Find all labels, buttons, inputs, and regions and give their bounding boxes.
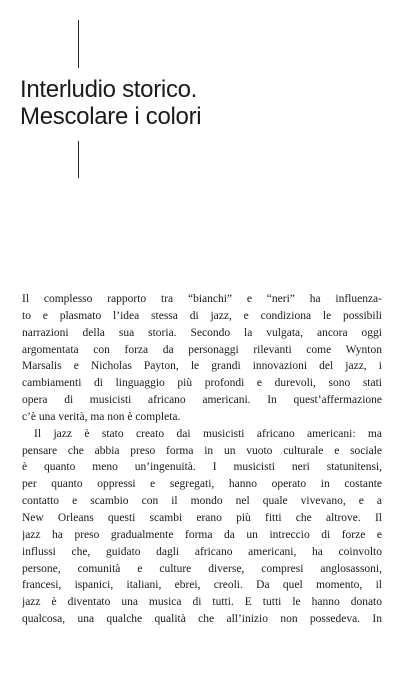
- text-line: è quanto meno un’ingenuità. I musicisti neri statunitensi,: [22, 461, 382, 474]
- chapter-title-line-1: Interludio storico.: [20, 76, 198, 103]
- top-vertical-rule: [78, 20, 79, 68]
- text-line: to e plasmato l’idea stessa di jazz, e condiziona le possibili: [22, 309, 382, 322]
- text-line: pensare che abbia preso forma in un vuoto culturale e sociale: [22, 444, 382, 457]
- text-line: Il jazz è stato creato dai musicisti africano americani: ma: [34, 427, 382, 440]
- text-line: per quanto oppressi e segregati, hanno operato in costante: [22, 478, 382, 491]
- text-line: contatto e scambio con il mondo nel quale vivevano, e a: [22, 495, 382, 508]
- text-line: Marsalis e Nicholas Payton, le grandi innovazioni del jazz, i: [22, 360, 382, 373]
- text-line: jazz ha preso gradualmente forma da un intreccio di forze e: [22, 528, 382, 541]
- text-line: Il complesso rapporto tra “bianchi” e “neri” ha influenza-: [22, 293, 382, 305]
- text-line: francesi, ispanici, italiani, ebrei, creoli. Da quel momento, il: [22, 579, 382, 592]
- text-line: influssi che, guidato dagli africano americani, ha coinvolto: [22, 545, 382, 558]
- chapter-title-line-2: Mescolare i colori: [20, 103, 202, 130]
- bottom-vertical-rule: [78, 141, 79, 178]
- text-line: argomentata con forza da personaggi rilevanti come Wynton: [22, 343, 382, 356]
- text-line: c’è una verità, ma non è completa.: [22, 410, 181, 423]
- text-line: qualcosa, una qualche qualità che all’inizio non possedeva. In: [22, 613, 382, 626]
- text-line: narrazioni della sua storia. Secondo la vulgata, ancora oggi: [22, 326, 382, 339]
- paragraph-2: [22, 426, 382, 628]
- text-line: opera di musicisti africano americani. In quest’affermazione: [22, 394, 382, 407]
- text-line: persone, comunità e culture diverse, compresi anglosassoni,: [22, 562, 382, 575]
- text-line: cambiamenti di linguaggio più profondi e durevoli, sono stati: [22, 377, 382, 390]
- text-line: jazz è diventato una musica di tutti. E tutti le hanno donato: [22, 596, 382, 609]
- body-text: [22, 291, 382, 628]
- paragraph-1: [22, 291, 382, 426]
- chapter-title: [20, 76, 380, 130]
- text-line: New Orleans questi scambi erano più fitti che altrove. Il: [22, 511, 382, 524]
